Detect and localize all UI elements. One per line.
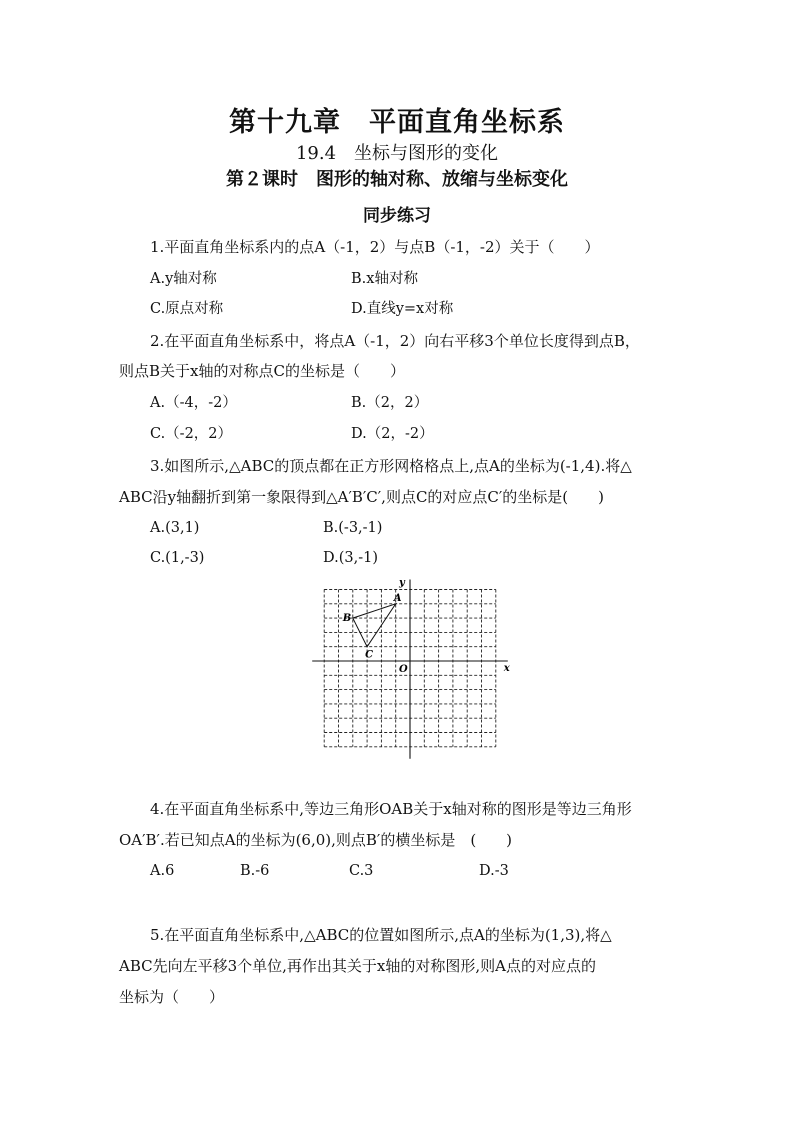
question-4-option-b: B.-6 xyxy=(240,863,270,879)
question-3-line-2: ABC沿y轴翻折到第一象限得到△A′B′C′,则点C的对应点C′的坐标是( ) xyxy=(119,488,605,506)
label-point-c: C xyxy=(365,649,374,661)
question-1-option-a: A.y轴对称 xyxy=(150,271,217,287)
section-title: 19.4 坐标与图形的变化 xyxy=(295,143,499,164)
question-5-line-1: 5.在平面直角坐标系中,△ABC的位置如图所示,点A的坐标为(1,3),将△ xyxy=(150,926,612,944)
question-5-line-3: 坐标为（ ） xyxy=(119,988,225,1006)
question-3-option-b: B.(-3,-1) xyxy=(323,520,383,536)
question-2-line-1: 2.在平面直角坐标系中，将点A（-1，2）向右平移3个单位长度得到点B， xyxy=(150,332,640,350)
question-3-option-d: D.(3,-1) xyxy=(323,550,378,566)
question-2-option-a: A.（-4，-2） xyxy=(150,395,237,411)
question-3-option-a: A.(3,1) xyxy=(150,520,200,536)
question-4-line-1: 4.在平面直角坐标系中,等边三角形OAB关于x轴对称的图形是等边三角形 xyxy=(150,800,632,818)
question-4-option-c: C.3 xyxy=(349,863,374,879)
question-1-option-d: D.直线y=x对称 xyxy=(351,301,454,317)
question-4-line-2: OA′B′.若已知点A的坐标为(6,0),则点B′的横坐标是 ( ) xyxy=(119,831,513,849)
chapter-title: 第十九章 平面直角坐标系 xyxy=(229,107,565,138)
question-4-option-d: D.-3 xyxy=(479,863,509,879)
label-x-axis: x xyxy=(503,663,510,674)
question-2-line-2: 则点B关于x轴的对称点C的坐标是（ ） xyxy=(119,362,405,380)
triangle-abc xyxy=(353,604,396,647)
label-point-a: A xyxy=(393,592,402,604)
question-1-option-c: C.原点对称 xyxy=(150,301,224,317)
question-3-line-1: 3.如图所示,△ABC的顶点都在正方形网格格点上,点A的坐标为(-1,4).将△ xyxy=(150,457,632,475)
question-1-line-1: 1.平面直角坐标系内的点A（-1，2）与点B（-1，-2）关于（ ） xyxy=(150,238,600,256)
question-1-option-b: B.x轴对称 xyxy=(351,271,418,287)
lesson-title: 第２课时 图形的轴对称、放缩与坐标变化 xyxy=(226,169,568,190)
label-point-b: B xyxy=(342,613,352,625)
question-2-option-b: B.（2，2） xyxy=(351,395,429,411)
question-2-option-c: C.（-2，2） xyxy=(150,426,233,442)
axes xyxy=(312,577,508,759)
practice-title: 同步练习 xyxy=(363,206,431,226)
label-origin: O xyxy=(399,664,408,675)
question-3-option-c: C.(1,-3) xyxy=(150,550,205,566)
question-2-option-d: D.（2，-2） xyxy=(351,426,434,442)
question-4-option-a: A.6 xyxy=(150,863,175,879)
label-y-axis: y xyxy=(399,577,405,589)
question-5-line-2: ABC先向左平移3个单位,再作出其关于x轴的对称图形,则A点的对应点的 xyxy=(119,957,596,975)
